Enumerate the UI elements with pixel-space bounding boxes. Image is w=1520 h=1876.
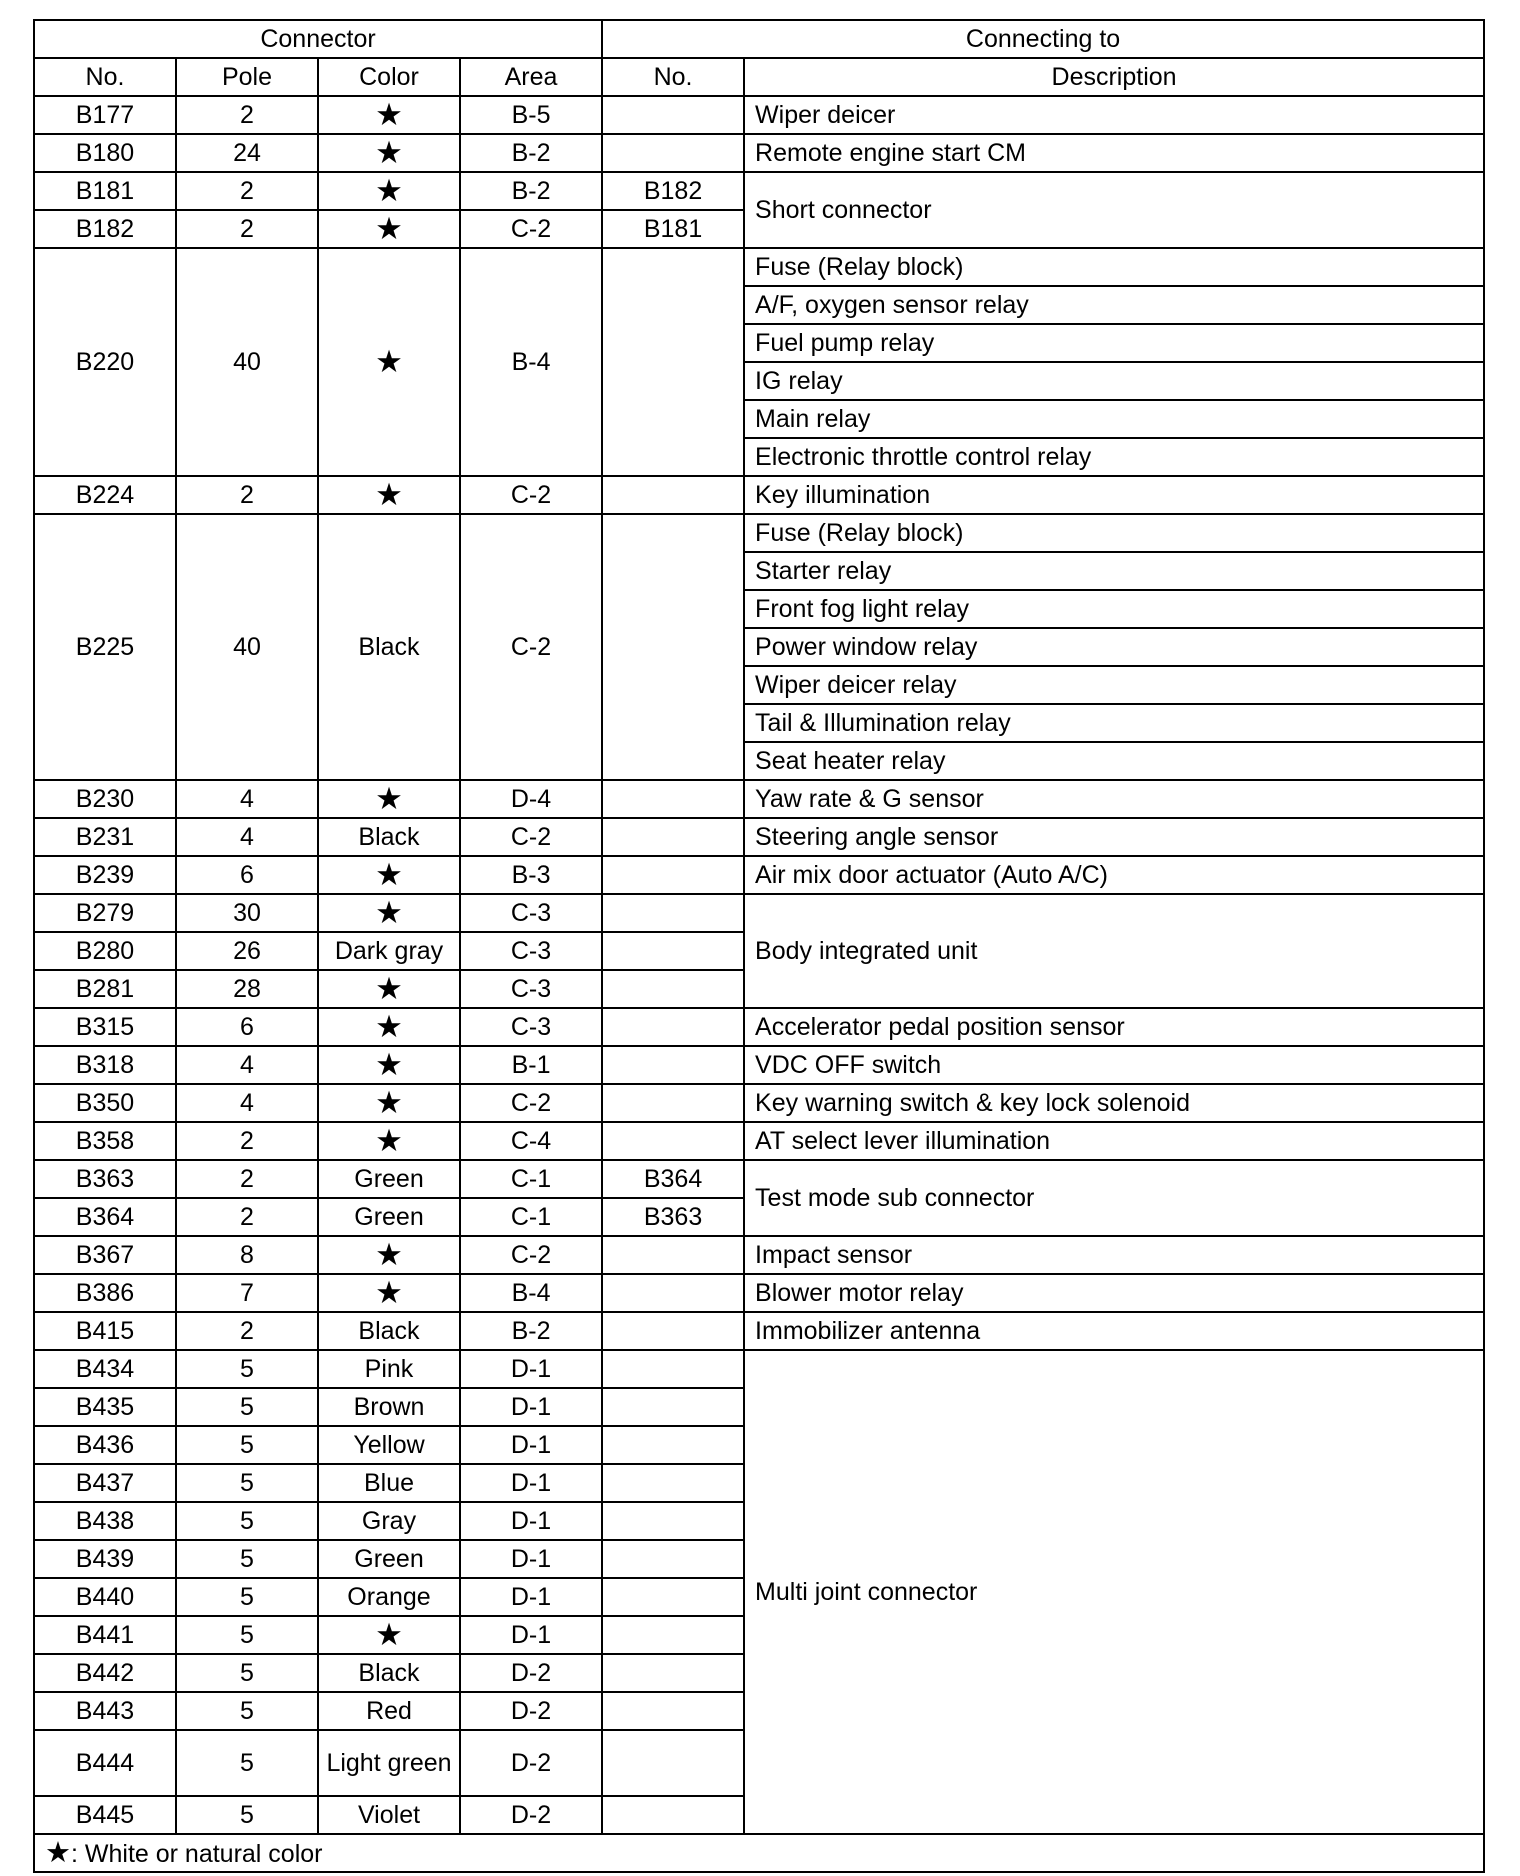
description-cell: Fuse (Relay block) — [744, 514, 1484, 552]
pole-count-cell: 5 — [176, 1730, 318, 1796]
table-body — [34, 96, 1484, 1834]
table-row — [34, 172, 1484, 210]
connecting-no-cell — [602, 1426, 744, 1464]
star-icon: ★ — [318, 780, 460, 818]
connecting-no-cell — [602, 970, 744, 1008]
star-icon: ★ — [318, 970, 460, 1008]
area-code-cell: C-3 — [460, 970, 602, 1008]
connector-no-cell: B239 — [34, 856, 176, 894]
connecting-no-cell — [602, 1008, 744, 1046]
table-row — [34, 1046, 1484, 1084]
area-code-cell: C-2 — [460, 210, 602, 248]
connector-no-cell: B443 — [34, 1692, 176, 1730]
connecting-no-cell — [602, 1122, 744, 1160]
pole-count-cell: 5 — [176, 1654, 318, 1692]
connecting-no-cell: B363 — [602, 1198, 744, 1236]
connector-no-cell: B363 — [34, 1160, 176, 1198]
pole-count-cell: 5 — [176, 1350, 318, 1388]
area-code-cell: C-1 — [460, 1160, 602, 1198]
description-cell: Front fog light relay — [744, 590, 1484, 628]
pole-count-cell: 5 — [176, 1388, 318, 1426]
pole-count-cell: 24 — [176, 134, 318, 172]
area-code-cell: D-2 — [460, 1692, 602, 1730]
area-code-cell: D-1 — [460, 1350, 602, 1388]
table-row — [34, 1312, 1484, 1350]
description-cell: Multi joint connector — [744, 1350, 1484, 1834]
area-code-cell: C-2 — [460, 1084, 602, 1122]
pole-count-cell: 2 — [176, 1312, 318, 1350]
connector-color-cell: Brown — [318, 1388, 460, 1426]
description-cell: Fuel pump relay — [744, 324, 1484, 362]
column-header-pole: Pole — [176, 58, 318, 96]
area-code-cell: B-2 — [460, 172, 602, 210]
area-code-cell: D-1 — [460, 1502, 602, 1540]
area-code-cell: C-3 — [460, 932, 602, 970]
description-cell: Fuse (Relay block) — [744, 248, 1484, 286]
connecting-no-cell — [602, 1616, 744, 1654]
footnote — [34, 1834, 1484, 1872]
description-cell: Starter relay — [744, 552, 1484, 590]
connector-color-cell: Pink — [318, 1350, 460, 1388]
star-icon: ★ — [318, 1236, 460, 1274]
connecting-no-cell — [602, 1796, 744, 1834]
star-icon: ★ — [318, 476, 460, 514]
table-row — [34, 1008, 1484, 1046]
connecting-no-cell: B364 — [602, 1160, 744, 1198]
connecting-no-cell — [602, 248, 744, 476]
table-row — [34, 856, 1484, 894]
connecting-no-cell — [602, 1540, 744, 1578]
connector-group-header: Connector — [34, 20, 602, 58]
star-icon: ★ — [318, 856, 460, 894]
table-row — [34, 894, 1484, 932]
area-code-cell: D-1 — [460, 1540, 602, 1578]
connector-no-cell: B367 — [34, 1236, 176, 1274]
area-code-cell: D-2 — [460, 1730, 602, 1796]
connector-no-cell: B441 — [34, 1616, 176, 1654]
star-icon: ★ — [318, 1616, 460, 1654]
connecting-no-cell — [602, 1236, 744, 1274]
pole-count-cell: 5 — [176, 1540, 318, 1578]
pole-count-cell: 2 — [176, 172, 318, 210]
table-row — [34, 1236, 1484, 1274]
area-code-cell: D-1 — [460, 1426, 602, 1464]
connecting-no-cell — [602, 1084, 744, 1122]
star-icon: ★ — [318, 210, 460, 248]
connector-color-cell: Orange — [318, 1578, 460, 1616]
connector-no-cell: B177 — [34, 96, 176, 134]
table-row — [34, 1274, 1484, 1312]
area-code-cell: B-4 — [460, 248, 602, 476]
connecting-no-cell — [602, 476, 744, 514]
star-icon: ★ — [318, 1274, 460, 1312]
pole-count-cell: 30 — [176, 894, 318, 932]
description-cell: Main relay — [744, 400, 1484, 438]
area-code-cell: D-2 — [460, 1654, 602, 1692]
connector-no-cell: B434 — [34, 1350, 176, 1388]
connecting-no-cell — [602, 1312, 744, 1350]
connecting-no-cell — [602, 1502, 744, 1540]
area-code-cell: B-2 — [460, 134, 602, 172]
connector-color-cell: Dark gray — [318, 932, 460, 970]
table-row — [34, 780, 1484, 818]
description-cell: Tail & Illumination relay — [744, 704, 1484, 742]
connector-no-cell: B350 — [34, 1084, 176, 1122]
footnote-text: : White or natural color — [71, 1839, 323, 1868]
connecting-no-cell: B182 — [602, 172, 744, 210]
connector-color-cell: Red — [318, 1692, 460, 1730]
connector-no-cell: B437 — [34, 1464, 176, 1502]
column-header-area: Area — [460, 58, 602, 96]
connector-no-cell: B386 — [34, 1274, 176, 1312]
connecting-no-cell — [602, 894, 744, 932]
area-code-cell: C-2 — [460, 514, 602, 780]
description-cell: Impact sensor — [744, 1236, 1484, 1274]
area-code-cell: D-4 — [460, 780, 602, 818]
area-code-cell: C-2 — [460, 1236, 602, 1274]
footnote-row — [34, 1834, 1484, 1872]
description-cell: Test mode sub connector — [744, 1160, 1484, 1236]
pole-count-cell: 5 — [176, 1796, 318, 1834]
connector-color-cell: Green — [318, 1540, 460, 1578]
pole-count-cell: 7 — [176, 1274, 318, 1312]
description-cell: Steering angle sensor — [744, 818, 1484, 856]
connector-no-cell: B231 — [34, 818, 176, 856]
description-cell: IG relay — [744, 362, 1484, 400]
connector-no-cell: B281 — [34, 970, 176, 1008]
table-row — [34, 818, 1484, 856]
area-code-cell: C-2 — [460, 476, 602, 514]
connector-no-cell: B444 — [34, 1730, 176, 1796]
connector-color-cell: Black — [318, 1654, 460, 1692]
pole-count-cell: 40 — [176, 514, 318, 780]
connector-color-cell: Gray — [318, 1502, 460, 1540]
description-cell: Key illumination — [744, 476, 1484, 514]
table-row — [34, 1350, 1484, 1388]
connector-no-cell: B318 — [34, 1046, 176, 1084]
description-cell: Remote engine start CM — [744, 134, 1484, 172]
table-row — [34, 1160, 1484, 1198]
table-row — [34, 514, 1484, 552]
pole-count-cell: 2 — [176, 1122, 318, 1160]
connector-color-cell: Black — [318, 818, 460, 856]
connecting-no-cell — [602, 1654, 744, 1692]
connecting-no-cell — [602, 818, 744, 856]
connector-no-cell: B435 — [34, 1388, 176, 1426]
connector-color-cell: Green — [318, 1198, 460, 1236]
pole-count-cell: 2 — [176, 210, 318, 248]
description-cell: Blower motor relay — [744, 1274, 1484, 1312]
description-cell: A/F, oxygen sensor relay — [744, 286, 1484, 324]
connector-no-cell: B440 — [34, 1578, 176, 1616]
connector-no-cell: B439 — [34, 1540, 176, 1578]
connector-no-cell: B415 — [34, 1312, 176, 1350]
star-icon: ★ — [45, 1836, 71, 1869]
description-cell: Electronic throttle control relay — [744, 438, 1484, 476]
pole-count-cell: 6 — [176, 856, 318, 894]
connector-no-cell: B280 — [34, 932, 176, 970]
connector-no-cell: B230 — [34, 780, 176, 818]
connector-no-cell: B436 — [34, 1426, 176, 1464]
star-icon: ★ — [318, 1122, 460, 1160]
pole-count-cell: 2 — [176, 1198, 318, 1236]
pole-count-cell: 28 — [176, 970, 318, 1008]
description-cell: Immobilizer antenna — [744, 1312, 1484, 1350]
connecting-no-cell — [602, 1692, 744, 1730]
pole-count-cell: 4 — [176, 1084, 318, 1122]
area-code-cell: D-1 — [460, 1616, 602, 1654]
pole-count-cell: 40 — [176, 248, 318, 476]
pole-count-cell: 6 — [176, 1008, 318, 1046]
connector-no-cell: B224 — [34, 476, 176, 514]
star-icon: ★ — [318, 1046, 460, 1084]
connecting-no-cell: B181 — [602, 210, 744, 248]
connector-color-cell: Blue — [318, 1464, 460, 1502]
connecting-no-cell — [602, 514, 744, 780]
connector-no-cell: B180 — [34, 134, 176, 172]
area-code-cell: B-1 — [460, 1046, 602, 1084]
connector-no-cell: B279 — [34, 894, 176, 932]
connector-no-cell: B315 — [34, 1008, 176, 1046]
area-code-cell: D-1 — [460, 1578, 602, 1616]
pole-count-cell: 8 — [176, 1236, 318, 1274]
description-cell: Accelerator pedal position sensor — [744, 1008, 1484, 1046]
pole-count-cell: 5 — [176, 1616, 318, 1654]
connector-no-cell: B181 — [34, 172, 176, 210]
connecting-no-cell — [602, 1274, 744, 1312]
connector-color-cell: Violet — [318, 1796, 460, 1834]
connector-no-cell: B182 — [34, 210, 176, 248]
pole-count-cell: 5 — [176, 1464, 318, 1502]
connector-no-cell: B220 — [34, 248, 176, 476]
connector-color-cell: Yellow — [318, 1426, 460, 1464]
star-icon: ★ — [318, 172, 460, 210]
connecting-no-cell — [602, 1350, 744, 1388]
connecting-no-cell — [602, 1578, 744, 1616]
pole-count-cell: 26 — [176, 932, 318, 970]
area-code-cell: B-3 — [460, 856, 602, 894]
pole-count-cell: 5 — [176, 1502, 318, 1540]
connector-table — [33, 19, 1485, 1873]
header-column-row — [34, 58, 1484, 96]
connecting-no-cell — [602, 1464, 744, 1502]
area-code-cell: C-2 — [460, 818, 602, 856]
table-row — [34, 96, 1484, 134]
connecting-no-cell — [602, 1388, 744, 1426]
description-cell: Wiper deicer relay — [744, 666, 1484, 704]
column-header-connecting-no: No. — [602, 58, 744, 96]
column-header-no: No. — [34, 58, 176, 96]
connector-no-cell: B364 — [34, 1198, 176, 1236]
connecting-no-cell — [602, 134, 744, 172]
pole-count-cell: 5 — [176, 1578, 318, 1616]
description-cell: AT select lever illumination — [744, 1122, 1484, 1160]
table-row — [34, 476, 1484, 514]
connector-no-cell: B358 — [34, 1122, 176, 1160]
column-header-description: Description — [744, 58, 1484, 96]
area-code-cell: B-2 — [460, 1312, 602, 1350]
description-cell: Short connector — [744, 172, 1484, 248]
description-cell: VDC OFF switch — [744, 1046, 1484, 1084]
description-cell: Seat heater relay — [744, 742, 1484, 780]
connector-color-cell: Light green — [318, 1730, 460, 1796]
table-row — [34, 134, 1484, 172]
area-code-cell: B-4 — [460, 1274, 602, 1312]
connecting-no-cell — [602, 856, 744, 894]
connecting-no-cell — [602, 96, 744, 134]
area-code-cell: C-1 — [460, 1198, 602, 1236]
pole-count-cell: 4 — [176, 818, 318, 856]
connecting-no-cell — [602, 932, 744, 970]
connecting-no-cell — [602, 1046, 744, 1084]
column-header-color: Color — [318, 58, 460, 96]
header-group-row — [34, 20, 1484, 58]
table-row — [34, 1122, 1484, 1160]
connector-no-cell: B445 — [34, 1796, 176, 1834]
connector-color-cell: Black — [318, 514, 460, 780]
pole-count-cell: 5 — [176, 1426, 318, 1464]
area-code-cell: C-4 — [460, 1122, 602, 1160]
area-code-cell: C-3 — [460, 894, 602, 932]
star-icon: ★ — [318, 134, 460, 172]
connector-no-cell: B225 — [34, 514, 176, 780]
pole-count-cell: 4 — [176, 780, 318, 818]
pole-count-cell: 2 — [176, 1160, 318, 1198]
table-row — [34, 1084, 1484, 1122]
star-icon: ★ — [318, 96, 460, 134]
star-icon: ★ — [318, 1008, 460, 1046]
connecting-no-cell — [602, 1730, 744, 1796]
area-code-cell: C-3 — [460, 1008, 602, 1046]
description-cell: Yaw rate & G sensor — [744, 780, 1484, 818]
description-cell: Body integrated unit — [744, 894, 1484, 1008]
description-cell: Power window relay — [744, 628, 1484, 666]
connector-no-cell: B438 — [34, 1502, 176, 1540]
pole-count-cell: 2 — [176, 476, 318, 514]
description-cell: Air mix door actuator (Auto A/C) — [744, 856, 1484, 894]
area-code-cell: B-5 — [460, 96, 602, 134]
connector-color-cell: Black — [318, 1312, 460, 1350]
connector-no-cell: B442 — [34, 1654, 176, 1692]
pole-count-cell: 2 — [176, 96, 318, 134]
star-icon: ★ — [318, 248, 460, 476]
star-icon: ★ — [318, 894, 460, 932]
area-code-cell: D-1 — [460, 1464, 602, 1502]
description-cell: Wiper deicer — [744, 96, 1484, 134]
star-icon: ★ — [318, 1084, 460, 1122]
description-cell: Key warning switch & key lock solenoid — [744, 1084, 1484, 1122]
connecting-to-group-header: Connecting to — [602, 20, 1484, 58]
area-code-cell: D-1 — [460, 1388, 602, 1426]
pole-count-cell: 4 — [176, 1046, 318, 1084]
connecting-no-cell — [602, 780, 744, 818]
connector-color-cell: Green — [318, 1160, 460, 1198]
table-row — [34, 248, 1484, 286]
pole-count-cell: 5 — [176, 1692, 318, 1730]
area-code-cell: D-2 — [460, 1796, 602, 1834]
